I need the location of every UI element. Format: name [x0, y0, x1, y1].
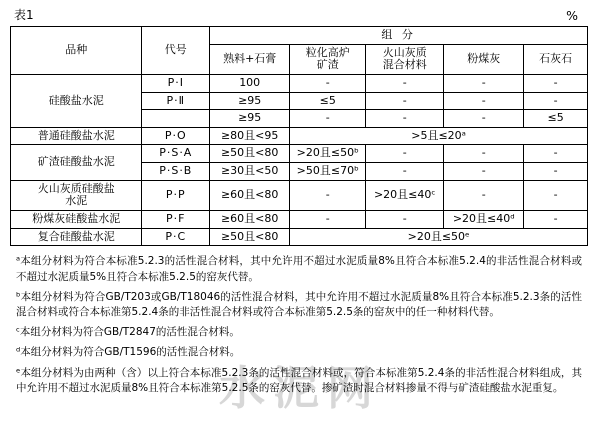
cell-clinker: ≥80且<95 — [210, 127, 290, 145]
cell-slag: >50且≤70ᵇ — [290, 163, 366, 181]
cell-flyash: - — [444, 145, 524, 163]
cell-slag: - — [290, 74, 366, 92]
cell-flyash: - — [444, 163, 524, 181]
cell-clinker: ≥30且<50 — [210, 163, 290, 181]
cell-limestone: ≤5 — [524, 110, 588, 128]
footnote-c: ᶜ本组分材料为符合GB/T2847的活性混合材料。 — [16, 326, 240, 339]
cell-limestone: - — [524, 92, 588, 110]
code-po: P·O — [142, 127, 210, 145]
table-caption-title: 表1 — [14, 8, 34, 22]
header-limestone: 石灰石 — [524, 44, 588, 74]
header-fly-ash: 粉煤灰 — [444, 44, 524, 74]
cell-pozzolana: - — [366, 211, 444, 229]
table-caption — [10, 6, 590, 26]
footnote-b: ᵇ本组分材料为符合GB/T203或GB/T18046的活性混合材料，其中允许用不超过水泥质量8%且符合本标准5.2.3条的活性混合材料或符合本标准第5.2.4条的非活性混合材料或符合本标准第5.2.5条的窑灰中的任一种材料代替。 — [16, 290, 582, 318]
table-row — [11, 74, 588, 92]
header-granulated-slag: 粒化高炉 矿渣 — [290, 44, 366, 74]
cell-clinker: 100 — [210, 74, 290, 92]
table-row — [11, 228, 588, 246]
variety-composite-portland: 复合硅酸盐水泥 — [11, 228, 142, 246]
code-pc: P·C — [142, 228, 210, 246]
code-psa: P·S·A — [142, 145, 210, 163]
cell-flyash: - — [444, 110, 524, 128]
table-header-row-1 — [11, 27, 588, 45]
header-clinker-gypsum: 熟料+石膏 — [210, 44, 290, 74]
cell-slag: - — [290, 211, 366, 229]
variety-slag-portland: 矿渣硅酸盐水泥 — [11, 145, 142, 180]
header-components-group: 组 分 — [210, 27, 588, 45]
cell-limestone: - — [524, 163, 588, 181]
table-footnotes — [10, 254, 590, 396]
cell-flyash: - — [444, 92, 524, 110]
cell-flyash: - — [444, 180, 524, 210]
table-row — [11, 180, 588, 210]
cell-limestone: - — [524, 74, 588, 92]
cell-pozzolana: - — [366, 145, 444, 163]
header-code: 代号 — [142, 27, 210, 75]
cell-clinker: ≥95 — [210, 92, 290, 110]
code-p2: P·Ⅱ — [142, 92, 210, 110]
cell-clinker: ≥50且<80 — [210, 145, 290, 163]
header-variety: 品种 — [11, 27, 142, 75]
footnote-a: ᵃ本组分材料为符合本标准5.2.3的活性混合材料，其中允许用不超过水泥质量8%且符合本标准5.2.4的非活性混合材料或不超过水泥质量5%且符合本标准5.2.5的窑灰代替。 — [16, 255, 582, 283]
table-unit-label: % — [566, 8, 578, 23]
cell-pozzolana: - — [366, 74, 444, 92]
code-psb: P·S·B — [142, 163, 210, 181]
code-pp: P·P — [142, 180, 210, 210]
footnote-d: ᵈ本组分材料为符合GB/T1596的活性混合材料。 — [16, 346, 241, 359]
variety-pozzolana-portland: 火山灰质硅酸盐 水泥 — [11, 180, 142, 210]
cell-clinker: ≥60且<80 — [210, 211, 290, 229]
code-empty — [142, 110, 210, 128]
table-row — [11, 211, 588, 229]
variety-portland-cement: 硅酸盐水泥 — [11, 74, 142, 127]
cell-limestone: - — [524, 145, 588, 163]
footnote-e: ᵉ本组分材料为由两种（含）以上符合本标准5.2.3条的活性混合材料或，符合本标准第5.2.4条的非活性混合材料组成，其中允许用不超过水泥质量8%且符合本标准第5.2.5条的窑灰代替。掺矿渣时混合材料掺量不得与矿渣硅酸盐水泥重复。 — [16, 366, 582, 394]
cell-slag: - — [290, 180, 366, 210]
cell-slag: ≤5 — [290, 92, 366, 110]
cell-clinker: ≥95 — [210, 110, 290, 128]
cell-slag: >20且≤50ᵇ — [290, 145, 366, 163]
variety-flyash-portland: 粉煤灰硅酸盐水泥 — [11, 211, 142, 229]
cell-limestone: - — [524, 180, 588, 210]
watermark: 水泥网 — [219, 361, 381, 415]
cell-mixed-materials: >5且≤20ᵃ — [290, 127, 588, 145]
cell-mixed-materials: >20且≤50ᵉ — [290, 228, 588, 246]
cell-limestone: - — [524, 211, 588, 229]
table-row — [11, 145, 588, 163]
cell-clinker: ≥50且<80 — [210, 228, 290, 246]
cell-pozzolana: - — [366, 163, 444, 181]
code-pf: P·F — [142, 211, 210, 229]
cell-flyash: >20且≤40ᵈ — [444, 211, 524, 229]
cell-pozzolana: - — [366, 92, 444, 110]
cell-flyash: - — [444, 74, 524, 92]
table-row — [11, 127, 588, 145]
code-p1: P·Ⅰ — [142, 74, 210, 92]
variety-ordinary-portland: 普通硅酸盐水泥 — [11, 127, 142, 145]
header-pozzolana: 火山灰质 混合材料 — [366, 44, 444, 74]
cell-pozzolana: >20且≤40ᶜ — [366, 180, 444, 210]
cell-clinker: ≥60且<80 — [210, 180, 290, 210]
cell-slag: - — [290, 110, 366, 128]
cement-composition-table — [10, 26, 588, 246]
cell-pozzolana: - — [366, 110, 444, 128]
